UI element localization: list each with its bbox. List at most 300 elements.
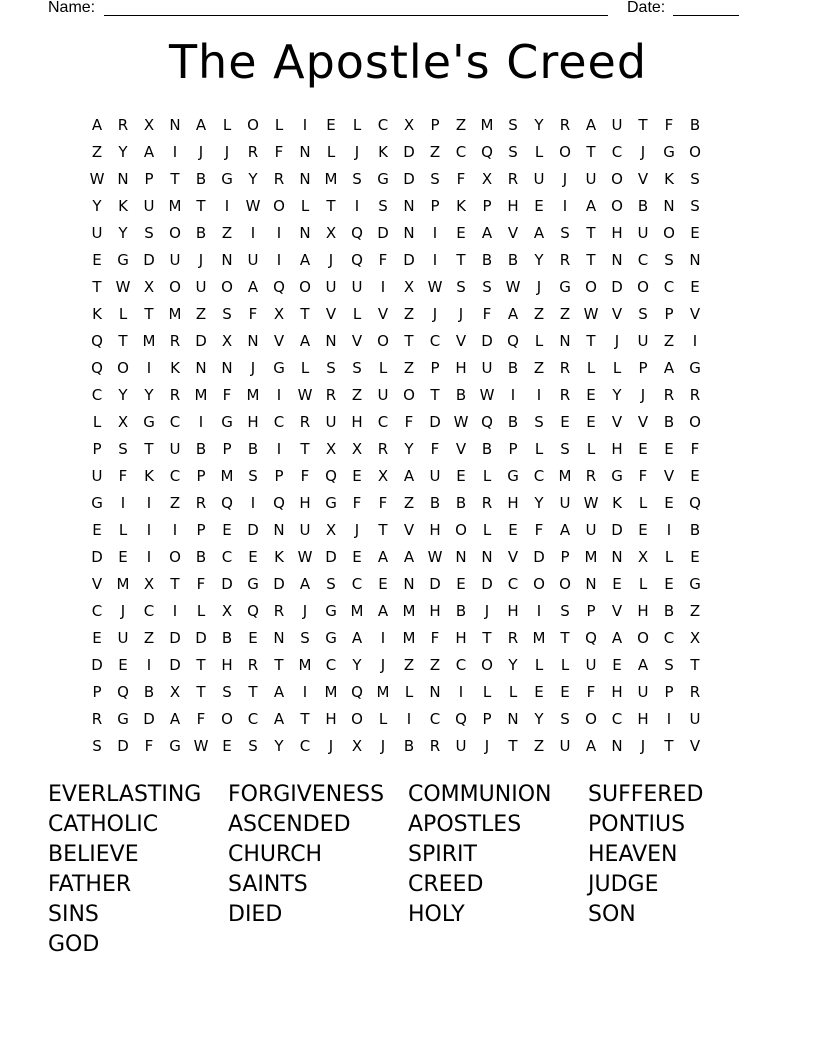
word-bank-item: FATHER — [48, 872, 132, 897]
grid-letter: Z — [429, 656, 441, 674]
grid-letter: R — [559, 116, 571, 134]
grid-letter: B — [481, 440, 493, 458]
grid-letter: C — [143, 602, 155, 620]
grid-letter: V — [403, 521, 415, 539]
grid-letter: N — [403, 224, 415, 242]
grid-letter: W — [583, 305, 599, 323]
grid-letter: P — [196, 521, 206, 539]
grid-letter: T — [92, 278, 102, 296]
grid-letter: B — [143, 683, 155, 701]
grid-letter: Z — [559, 305, 571, 323]
grid-letter: O — [689, 143, 701, 161]
grid-letter: V — [455, 440, 467, 458]
grid-letter: F — [274, 143, 284, 161]
grid-letter: D — [325, 548, 337, 566]
grid-letter: G — [559, 278, 571, 296]
grid-letter: T — [404, 332, 414, 350]
grid-letter: S — [326, 575, 336, 593]
grid-letter: A — [299, 575, 311, 593]
grid-letter: W — [427, 278, 443, 296]
grid-letter: N — [247, 332, 259, 350]
grid-letter: M — [480, 116, 494, 134]
grid-letter: U — [637, 683, 649, 701]
grid-letter: Y — [508, 656, 518, 674]
grid-letter: C — [455, 143, 467, 161]
grid-letter: P — [92, 440, 102, 458]
grid-letter: C — [377, 413, 389, 431]
grid-letter: J — [328, 737, 334, 755]
grid-letter: S — [690, 170, 700, 188]
grid-letter: E — [456, 467, 466, 485]
grid-letter: L — [638, 575, 648, 593]
grid-letter: C — [169, 467, 181, 485]
grid-letter: U — [351, 278, 363, 296]
grid-letter: J — [380, 656, 386, 674]
grid-letter: C — [507, 575, 519, 593]
grid-letter: E — [222, 521, 232, 539]
grid-letter: S — [222, 305, 232, 323]
grid-letter: A — [273, 710, 285, 728]
grid-letter: R — [325, 386, 337, 404]
grid-letter: T — [664, 737, 674, 755]
grid-letter: C — [377, 116, 389, 134]
grid-letter: I — [354, 197, 360, 215]
grid-letter: M — [324, 683, 338, 701]
grid-letter: R — [429, 737, 441, 755]
grid-letter: W — [505, 278, 521, 296]
grid-letter: P — [586, 602, 596, 620]
grid-letter: B — [429, 494, 441, 512]
grid-letter: O — [481, 656, 493, 674]
grid-letter: H — [325, 710, 337, 728]
grid-letter: R — [559, 359, 571, 377]
grid-letter: H — [429, 521, 441, 539]
grid-letter: H — [455, 359, 467, 377]
grid-letter: U — [169, 440, 181, 458]
grid-letter: E — [638, 440, 648, 458]
grid-letter: A — [273, 683, 285, 701]
grid-letter: U — [325, 278, 337, 296]
grid-letter: O — [169, 548, 181, 566]
grid-letter: F — [482, 305, 492, 323]
grid-letter: M — [558, 467, 572, 485]
grid-letter: X — [325, 521, 337, 539]
grid-letter: D — [403, 251, 415, 269]
grid-letter: Q — [221, 494, 233, 512]
grid-letter: H — [637, 602, 649, 620]
grid-letter: B — [689, 521, 701, 539]
word-bank-item: FORGIVENESS — [228, 782, 385, 807]
grid-letter: S — [560, 602, 570, 620]
grid-letter: I — [120, 494, 126, 512]
grid-letter: S — [144, 224, 154, 242]
grid-letter: W — [583, 494, 599, 512]
grid-letter: M — [194, 386, 208, 404]
grid-letter: Q — [351, 251, 363, 269]
grid-letter: E — [92, 251, 102, 269]
grid-letter: X — [325, 224, 337, 242]
grid-letter: I — [276, 440, 282, 458]
grid-letter: Z — [663, 332, 675, 350]
grid-letter: L — [118, 305, 128, 323]
grid-letter: O — [663, 224, 675, 242]
grid-letter: V — [689, 305, 701, 323]
grid-letter: D — [403, 143, 415, 161]
grid-letter: X — [403, 116, 415, 134]
grid-letter: O — [169, 278, 181, 296]
grid-letter: T — [196, 683, 206, 701]
grid-letter: I — [692, 332, 698, 350]
grid-letter: C — [533, 467, 545, 485]
grid-letter: N — [403, 575, 415, 593]
grid-letter: D — [481, 332, 493, 350]
grid-letter: M — [350, 602, 364, 620]
grid-letter: R — [559, 386, 571, 404]
grid-letter: O — [169, 224, 181, 242]
grid-letter: E — [586, 386, 596, 404]
grid-letter: R — [247, 143, 259, 161]
grid-letter: J — [484, 737, 490, 755]
grid-letter: F — [144, 737, 154, 755]
grid-letter: I — [250, 494, 256, 512]
grid-letter: B — [195, 224, 207, 242]
grid-letter: M — [298, 656, 312, 674]
grid-letter: N — [689, 251, 701, 269]
grid-letter: T — [326, 197, 336, 215]
grid-letter: E — [664, 575, 674, 593]
grid-letter: V — [377, 305, 389, 323]
grid-letter: P — [196, 467, 206, 485]
grid-letter: I — [146, 521, 152, 539]
grid-letter: Y — [404, 440, 414, 458]
grid-letter: S — [248, 737, 258, 755]
grid-letter: A — [299, 332, 311, 350]
grid-letter: R — [169, 332, 181, 350]
grid-letter: B — [637, 197, 649, 215]
grid-letter: P — [430, 197, 440, 215]
grid-letter: Z — [195, 305, 207, 323]
grid-letter: Z — [455, 116, 467, 134]
grid-letter: U — [325, 413, 337, 431]
grid-letter: F — [196, 710, 206, 728]
grid-letter: L — [482, 683, 492, 701]
grid-letter: O — [351, 710, 363, 728]
grid-letter: D — [481, 575, 493, 593]
grid-letter: P — [92, 683, 102, 701]
word-bank-item: SON — [588, 902, 636, 927]
grid-letter: K — [378, 143, 388, 161]
grid-letter: P — [664, 683, 674, 701]
grid-letter: T — [586, 332, 596, 350]
grid-letter: Z — [533, 359, 545, 377]
grid-letter: A — [585, 197, 597, 215]
grid-letter: I — [458, 683, 464, 701]
header — [0, 0, 816, 20]
grid-letter: E — [118, 656, 128, 674]
grid-letter: V — [91, 575, 103, 593]
grid-letter: F — [118, 467, 128, 485]
grid-letter: E — [248, 629, 258, 647]
grid-letter: J — [562, 170, 568, 188]
grid-letter: S — [352, 359, 362, 377]
grid-letter: W — [89, 170, 105, 188]
grid-letter: R — [117, 116, 129, 134]
grid-letter: I — [536, 386, 542, 404]
grid-letter: L — [534, 656, 544, 674]
grid-letter: D — [195, 332, 207, 350]
grid-letter: A — [533, 224, 545, 242]
date-label: Date: — [627, 0, 666, 16]
grid-letter: I — [432, 251, 438, 269]
grid-letter: O — [637, 278, 649, 296]
grid-letter: J — [120, 602, 126, 620]
grid-letter: A — [247, 278, 259, 296]
grid-letter: R — [169, 386, 181, 404]
grid-letter: I — [536, 602, 542, 620]
grid-letter: C — [299, 737, 311, 755]
date-blank-line — [673, 15, 739, 16]
grid-letter: Y — [274, 737, 284, 755]
grid-letter: S — [482, 278, 492, 296]
grid-letter: J — [640, 143, 646, 161]
grid-letter: I — [510, 386, 516, 404]
grid-letter: C — [663, 629, 675, 647]
grid-letter: U — [533, 170, 545, 188]
grid-letter: G — [325, 629, 337, 647]
grid-letter: M — [532, 629, 546, 647]
grid-letter: O — [585, 278, 597, 296]
grid-letter: B — [507, 251, 519, 269]
grid-letter: O — [611, 170, 623, 188]
grid-letter: B — [195, 170, 207, 188]
grid-letter: Q — [117, 683, 129, 701]
grid-letter: T — [508, 737, 518, 755]
grid-letter: J — [354, 521, 360, 539]
grid-letter: G — [117, 251, 129, 269]
grid-letter: N — [481, 548, 493, 566]
grid-letter: S — [300, 629, 310, 647]
word-bank-item: SAINTS — [228, 872, 308, 897]
grid-letter: L — [482, 521, 492, 539]
grid-letter: W — [115, 278, 131, 296]
grid-letter: A — [585, 116, 597, 134]
grid-letter: L — [274, 116, 284, 134]
grid-letter: H — [637, 710, 649, 728]
grid-letter: U — [559, 737, 571, 755]
grid-letter: M — [402, 629, 416, 647]
grid-letter: Q — [351, 224, 363, 242]
grid-letter: C — [351, 575, 363, 593]
grid-letter: V — [637, 170, 649, 188]
grid-letter: J — [198, 143, 204, 161]
grid-letter: U — [559, 494, 571, 512]
grid-letter: K — [92, 305, 102, 323]
word-bank-item: CREED — [408, 872, 484, 897]
grid-letter: O — [403, 386, 415, 404]
grid-letter: T — [586, 143, 596, 161]
grid-letter: J — [640, 386, 646, 404]
grid-letter: S — [508, 116, 518, 134]
grid-letter: W — [427, 548, 443, 566]
grid-letter: S — [560, 224, 570, 242]
grid-letter: R — [689, 683, 701, 701]
grid-letter: T — [378, 521, 388, 539]
grid-letter: S — [664, 656, 674, 674]
grid-letter: J — [302, 602, 308, 620]
grid-letter: N — [273, 521, 285, 539]
grid-letter: U — [585, 656, 597, 674]
grid-letter: Q — [273, 494, 285, 512]
grid-letter: L — [378, 359, 388, 377]
grid-letter: S — [638, 305, 648, 323]
grid-letter: G — [611, 467, 623, 485]
grid-letter: D — [117, 737, 129, 755]
grid-letter: I — [666, 710, 672, 728]
grid-letter: Y — [612, 386, 622, 404]
grid-letter: N — [221, 359, 233, 377]
grid-letter: L — [638, 494, 648, 512]
grid-letter: H — [247, 413, 259, 431]
grid-letter: S — [456, 278, 466, 296]
grid-letter: Q — [325, 467, 337, 485]
grid-letter: Z — [351, 386, 363, 404]
name-label: Name: — [48, 0, 96, 16]
word-bank-item: EVERLASTING — [48, 782, 202, 807]
grid-letter: C — [429, 710, 441, 728]
grid-letter: P — [144, 170, 154, 188]
grid-letter: E — [92, 629, 102, 647]
grid-letter: C — [169, 413, 181, 431]
grid-letter: P — [664, 305, 674, 323]
grid-letter: E — [664, 494, 674, 512]
grid-letter: A — [637, 656, 649, 674]
grid-letter: P — [560, 548, 570, 566]
grid-letter: R — [663, 386, 675, 404]
grid-letter: U — [585, 521, 597, 539]
grid-letter: T — [560, 629, 570, 647]
grid-letter: J — [250, 359, 256, 377]
grid-letter: J — [432, 305, 438, 323]
grid-letter: W — [297, 386, 313, 404]
grid-letter: K — [118, 197, 128, 215]
grid-letter: E — [352, 467, 362, 485]
grid-letter: M — [584, 548, 598, 566]
grid-letter: A — [299, 251, 311, 269]
grid-letter: Q — [351, 683, 363, 701]
grid-letter: I — [276, 251, 282, 269]
grid-letter: E — [560, 683, 570, 701]
grid-letter: H — [429, 602, 441, 620]
grid-letter: J — [198, 251, 204, 269]
grid-letter: U — [637, 332, 649, 350]
grid-letter: S — [534, 413, 544, 431]
grid-letter: W — [453, 413, 469, 431]
grid-letter: S — [248, 467, 258, 485]
grid-letter: J — [484, 602, 490, 620]
grid-letter: A — [377, 602, 389, 620]
grid-letter: B — [663, 413, 675, 431]
grid-letter: C — [611, 710, 623, 728]
grid-letter: E — [456, 575, 466, 593]
grid-letter: Q — [481, 143, 493, 161]
grid-letter: N — [299, 224, 311, 242]
grid-letter: E — [118, 548, 128, 566]
word-bank-item: GOD — [48, 932, 100, 957]
name-blank-line — [104, 15, 608, 16]
word-bank-item: HOLY — [408, 902, 465, 927]
grid-letter: X — [689, 629, 701, 647]
grid-letter: D — [169, 629, 181, 647]
grid-letter: L — [352, 305, 362, 323]
word-bank-item: CHURCH — [228, 842, 323, 867]
grid-letter: T — [196, 197, 206, 215]
grid-letter: Y — [144, 386, 154, 404]
grid-letter: R — [195, 494, 207, 512]
grid-letter: E — [352, 548, 362, 566]
grid-letter: E — [560, 413, 570, 431]
word-bank-item: APOSTLES — [408, 812, 522, 837]
grid-letter: Z — [91, 143, 103, 161]
grid-letter: I — [380, 629, 386, 647]
grid-letter: L — [508, 683, 518, 701]
grid-letter: R — [507, 170, 519, 188]
grid-letter: I — [302, 683, 308, 701]
grid-letter: C — [273, 413, 285, 431]
grid-letter: T — [690, 656, 700, 674]
grid-letter: A — [585, 737, 597, 755]
grid-letter: O — [377, 332, 389, 350]
grid-letter: H — [351, 413, 363, 431]
grid-letter: I — [224, 197, 230, 215]
grid-letter: V — [325, 305, 337, 323]
grid-letter: N — [611, 251, 623, 269]
grid-letter: U — [91, 224, 103, 242]
grid-letter: A — [195, 116, 207, 134]
grid-letter: Z — [403, 305, 415, 323]
grid-letter: T — [248, 683, 258, 701]
grid-letter: A — [611, 629, 623, 647]
grid-letter: B — [455, 602, 467, 620]
grid-letter: R — [273, 602, 285, 620]
grid-letter: M — [246, 386, 260, 404]
grid-letter: U — [637, 224, 649, 242]
grid-letter: F — [638, 467, 648, 485]
grid-letter: D — [377, 224, 389, 242]
grid-letter: N — [507, 710, 519, 728]
grid-letter: O — [559, 143, 571, 161]
grid-letter: D — [195, 629, 207, 647]
grid-letter: D — [403, 170, 415, 188]
grid-letter: D — [533, 548, 545, 566]
grid-letter: A — [663, 359, 675, 377]
grid-letter: J — [614, 332, 620, 350]
grid-letter: Q — [585, 629, 597, 647]
grid-letter: R — [507, 629, 519, 647]
grid-letter: N — [455, 548, 467, 566]
grid-letter: S — [378, 197, 388, 215]
grid-letter: E — [222, 737, 232, 755]
grid-letter: H — [507, 494, 519, 512]
grid-letter: O — [689, 413, 701, 431]
grid-letter: N — [429, 683, 441, 701]
grid-letter: C — [247, 710, 259, 728]
grid-letter: I — [250, 224, 256, 242]
grid-letter: V — [507, 548, 519, 566]
grid-letter: G — [507, 467, 519, 485]
grid-letter: L — [534, 332, 544, 350]
grid-letter: N — [117, 170, 129, 188]
word-bank-item: CATHOLIC — [48, 812, 159, 837]
